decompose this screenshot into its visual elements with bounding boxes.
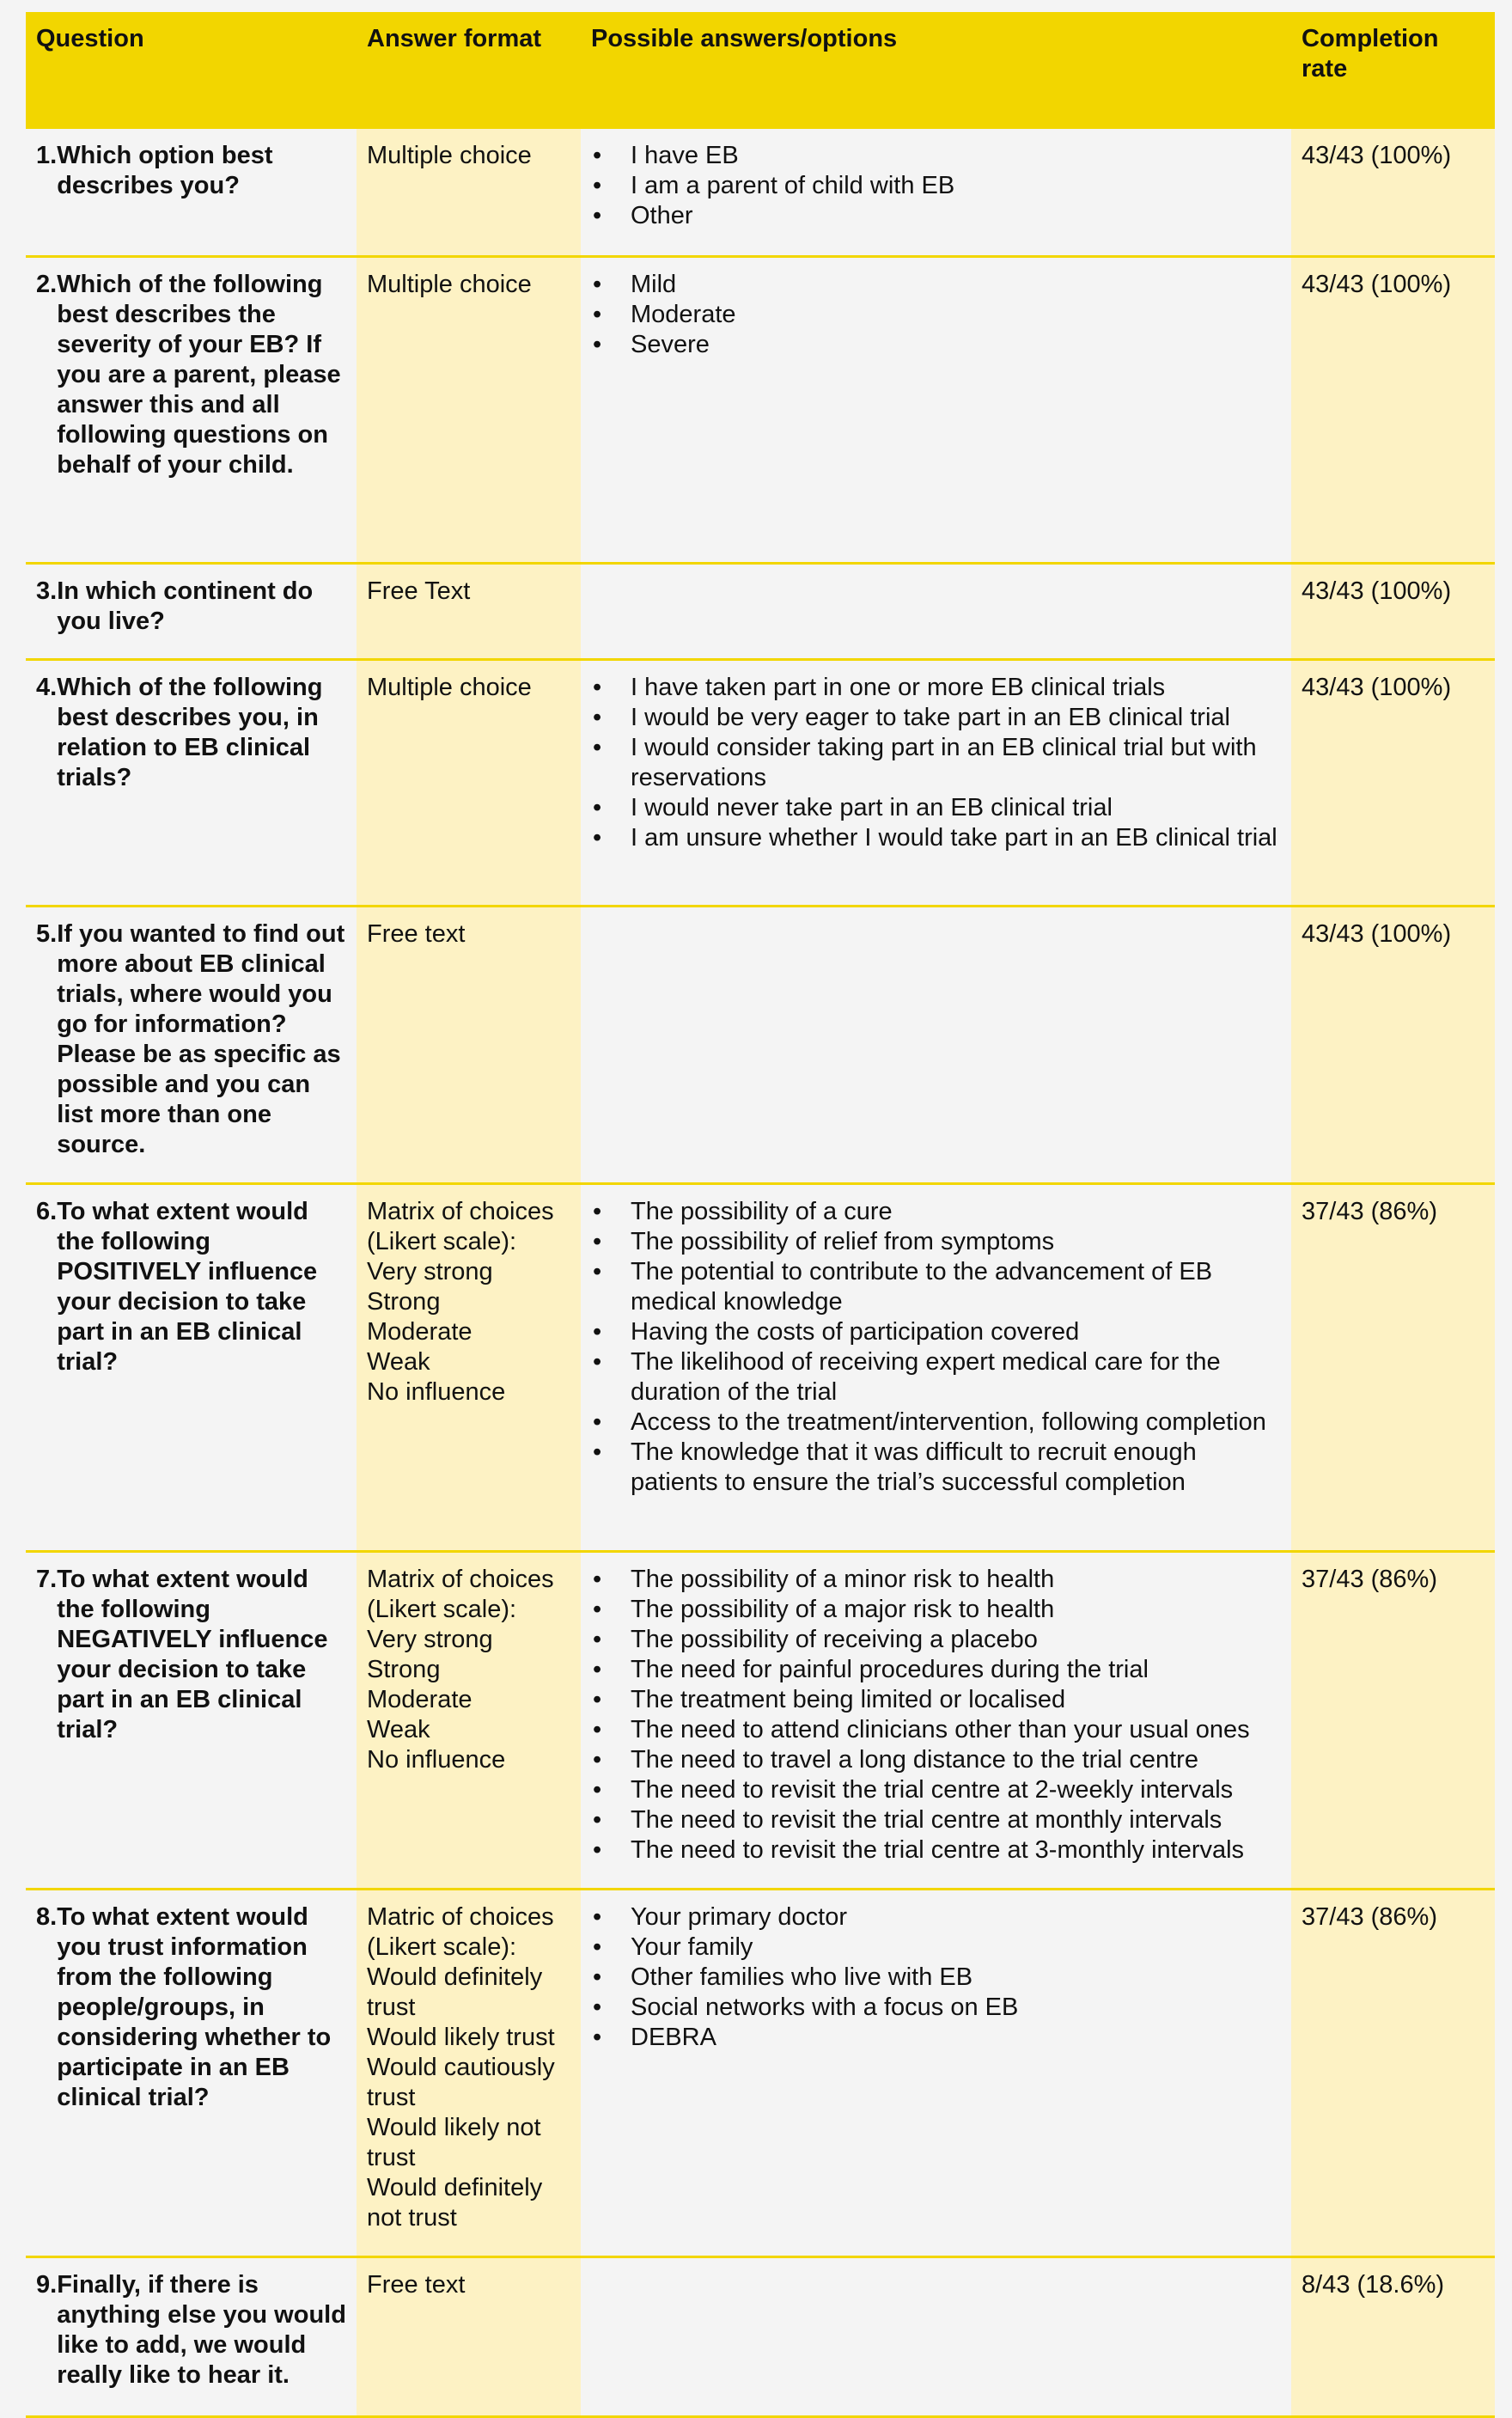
question-number: 4. (36, 673, 58, 701)
answer-format-cell (357, 906, 581, 1183)
answer-format-cell (357, 2256, 581, 2416)
question-number: 8. (36, 1902, 58, 1931)
answer-format-line: Multiple choice (367, 142, 532, 169)
question-text (36, 141, 346, 201)
option-item: • DEBRA (591, 2023, 1281, 2053)
completion-rate-cell: 37/43 (86%) (1291, 1889, 1495, 2256)
completion-rate-cell: 37/43 (86%) (1291, 1183, 1495, 1551)
completion-rate-cell: 43/43 (100%) (1291, 129, 1495, 256)
answer-format-line: Very strong (367, 1625, 493, 1653)
answer-format-line: Multiple choice (367, 673, 532, 701)
option-item: • I have EB (591, 141, 1281, 171)
question-text (36, 2270, 346, 2391)
completion-rate-cell: 8/43 (18.6%) (1291, 2256, 1495, 2416)
option-item: • Mild (591, 270, 1281, 300)
table-body (26, 129, 1495, 2416)
completion-rate-cell: 43/43 (100%) (1291, 659, 1495, 906)
answer-format-line: Multiple choice (367, 270, 532, 298)
answer-format-line: Weak (367, 1347, 430, 1376)
answer-format-line: Moderate (367, 1317, 472, 1346)
question-body: Which of the following best describes the severity of your EB? If you are a parent, please answer this and all following questions on behalf of your child. (57, 270, 341, 479)
option-item: • The possibility of a cure (591, 1197, 1281, 1227)
answer-format-cell (357, 1551, 581, 1889)
options-list (591, 270, 1281, 360)
question-cell (26, 906, 357, 1183)
question-cell (26, 1889, 357, 2256)
option-item: • The need to revisit the trial centre at monthly intervals (591, 1805, 1281, 1835)
table-row (26, 2256, 1495, 2416)
question-number: 6. (36, 1197, 58, 1225)
option-item: • I have taken part in one or more EB clinical trials (591, 673, 1281, 703)
question-number: 3. (36, 577, 58, 605)
option-item: • Your primary doctor (591, 1902, 1281, 1933)
options-cell (581, 1551, 1291, 1889)
option-item: • The treatment being limited or localised (591, 1685, 1281, 1715)
question-body: To what extent would the following NEGATIVELY influence your decision to take part in an EB clinical trial? (57, 1565, 328, 1743)
answer-format-line: Would definitely trust (367, 1963, 543, 2021)
answer-format-line: Would likely not trust (367, 2113, 541, 2171)
answer-format-line: Very strong (367, 1257, 493, 1285)
option-item: • Other (591, 201, 1281, 231)
answer-format-line: No influence (367, 1377, 506, 1406)
option-item: • The possibility of a major risk to health (591, 1595, 1281, 1625)
answer-format-line: Strong (367, 1287, 441, 1316)
completion-rate-cell: 43/43 (100%) (1291, 563, 1495, 659)
question-body: To what extent would you trust information from the following people/groups, in considering whether to participate in an EB clinical trial? (57, 1902, 332, 2111)
table-row (26, 563, 1495, 659)
answer-format-line: Strong (367, 1655, 441, 1683)
question-cell (26, 1183, 357, 1551)
option-item: • The potential to contribute to the advancement of EB medical knowledge (591, 1257, 1281, 1317)
option-item: • I would be very eager to take part in an EB clinical trial (591, 703, 1281, 733)
option-item: • The need to revisit the trial centre at 2-weekly intervals (591, 1775, 1281, 1805)
question-number: 1. (36, 142, 58, 169)
completion-rate-cell: 43/43 (100%) (1291, 906, 1495, 1183)
question-body: Which option best describes you? (57, 142, 273, 199)
option-item: • Moderate (591, 300, 1281, 330)
question-body: If you wanted to find out more about EB clinical trials, where would you go for information? Please be as specific as possible and you can list more than one source. (57, 919, 345, 1158)
answer-format-line: Would likely trust (367, 2023, 555, 2051)
question-body: To what extent would the following POSITIVELY influence your decision to take part in an EB clinical trial? (57, 1197, 318, 1376)
option-item: • The likelihood of receiving expert medical care for the duration of the trial (591, 1347, 1281, 1407)
options-cell (581, 1183, 1291, 1551)
table-row (26, 659, 1495, 906)
option-item: • Access to the treatment/intervention, following completion (591, 1407, 1281, 1438)
survey-table-container (26, 12, 1495, 2418)
question-number: 9. (36, 2270, 58, 2299)
table-row (26, 906, 1495, 1183)
option-item: • The possibility of a minor risk to health (591, 1565, 1281, 1595)
answer-format-line: Would cautiously trust (367, 2053, 555, 2111)
table-row (26, 1551, 1495, 1889)
options-cell (581, 659, 1291, 906)
answer-format-line: Free text (367, 2270, 466, 2299)
options-cell (581, 2256, 1291, 2416)
options-cell (581, 563, 1291, 659)
option-item: • Your family (591, 1933, 1281, 1963)
option-item: • The need to attend clinicians other than your usual ones (591, 1715, 1281, 1745)
options-list (591, 1902, 1281, 2053)
options-list (591, 1565, 1281, 1865)
option-item: • The need to revisit the trial centre at 3-monthly intervals (591, 1835, 1281, 1865)
question-text (36, 577, 346, 637)
answer-format-line: Free Text (367, 577, 471, 605)
option-item: • I would never take part in an EB clinical trial (591, 793, 1281, 823)
option-item: • The need to travel a long distance to the trial centre (591, 1745, 1281, 1775)
completion-rate-cell: 37/43 (86%) (1291, 1551, 1495, 1889)
header-completion-rate: Completion rate (1291, 12, 1495, 129)
completion-rate-cell: 43/43 (100%) (1291, 256, 1495, 563)
answer-format-line: Weak (367, 1715, 430, 1743)
table-row (26, 256, 1495, 563)
question-body: In which continent do you live? (57, 577, 314, 635)
answer-format-cell (357, 563, 581, 659)
question-text (36, 919, 346, 1160)
table-row (26, 129, 1495, 256)
option-item: • The knowledge that it was difficult to recruit enough patients to ensure the trial’s successful completion (591, 1438, 1281, 1498)
header-answer-format: Answer format (357, 12, 581, 129)
question-cell (26, 1551, 357, 1889)
option-item: • Having the costs of participation covered (591, 1317, 1281, 1347)
answer-format-line: Matrix of choices (Likert scale): (367, 1197, 554, 1255)
option-item: • I am unsure whether I would take part in an EB clinical trial (591, 823, 1281, 853)
options-cell (581, 906, 1291, 1183)
question-cell (26, 563, 357, 659)
option-item: • Social networks with a focus on EB (591, 1993, 1281, 2023)
option-item: • Other families who live with EB (591, 1963, 1281, 1993)
options-cell (581, 1889, 1291, 2256)
option-item: • I would consider taking part in an EB clinical trial but with reservations (591, 733, 1281, 793)
option-item: • Severe (591, 330, 1281, 360)
question-cell (26, 256, 357, 563)
option-item: • The possibility of receiving a placebo (591, 1625, 1281, 1655)
question-text (36, 270, 346, 480)
answer-format-cell (357, 659, 581, 906)
option-item: • The need for painful procedures during the trial (591, 1655, 1281, 1685)
answer-format-line: Free text (367, 919, 466, 948)
survey-questions-table (26, 12, 1495, 2418)
question-text (36, 1197, 346, 1377)
option-item: • I am a parent of child with EB (591, 171, 1281, 201)
answer-format-line: No influence (367, 1745, 506, 1774)
question-number: 7. (36, 1565, 58, 1593)
answer-format-cell (357, 1889, 581, 2256)
table-row (26, 1183, 1495, 1551)
answer-format-cell (357, 1183, 581, 1551)
header-question: Question (26, 12, 357, 129)
question-text (36, 673, 346, 793)
answer-format-cell (357, 256, 581, 563)
question-number: 5. (36, 919, 58, 948)
answer-format-line: Matrix of choices (Likert scale): (367, 1565, 554, 1623)
question-cell (26, 129, 357, 256)
question-body: Finally, if there is anything else you would like to add, we would really like to hear it. (57, 2270, 346, 2389)
question-number: 2. (36, 270, 58, 298)
options-cell (581, 129, 1291, 256)
options-list (591, 141, 1281, 231)
question-body: Which of the following best describes you, in relation to EB clinical trials? (57, 673, 323, 791)
table-row (26, 1889, 1495, 2256)
answer-format-line: Moderate (367, 1685, 472, 1713)
question-text (36, 1902, 346, 2113)
table-header-row (26, 12, 1495, 129)
option-item: • The possibility of relief from symptoms (591, 1227, 1281, 1257)
header-possible-answers: Possible answers/options (581, 12, 1291, 129)
answer-format-line: Would definitely not trust (367, 2173, 543, 2232)
question-cell (26, 659, 357, 906)
options-cell (581, 256, 1291, 563)
answer-format-cell (357, 129, 581, 256)
answer-format-line: Matric of choices (Likert scale): (367, 1902, 554, 1961)
options-list (591, 1197, 1281, 1498)
question-text (36, 1565, 346, 1745)
options-list (591, 673, 1281, 853)
question-cell (26, 2256, 357, 2416)
